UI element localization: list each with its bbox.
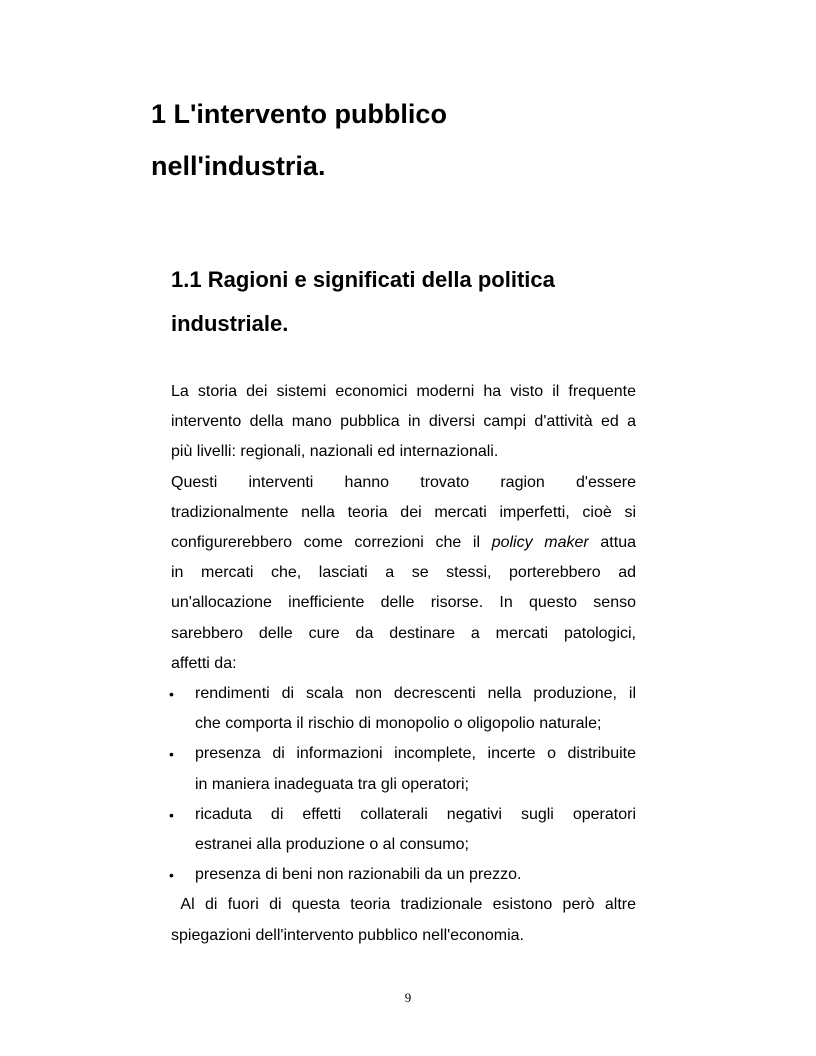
paragraph-2-line-5: un'allocazione inefficiente delle risorse. In questo senso xyxy=(171,594,636,612)
list-item-line-1: presenza di beni non razionabili da un prezzo. xyxy=(195,866,522,884)
list-item-line-1: rendimenti di scala non decrescenti nella produzione, il xyxy=(195,685,636,703)
list-item xyxy=(171,860,636,890)
paragraph-2 xyxy=(171,468,636,679)
list-item-line-2: in maniera inadeguata tra gli operatori; xyxy=(195,775,469,793)
paragraph-1-line-2: intervento della mano pubblica in diversi campi d'attività ed a xyxy=(171,413,636,431)
list-item-line-2: che comporta il rischio di monopolio o oligopolio naturale; xyxy=(195,715,602,733)
list-item-line-1: ricaduta di effetti collaterali negativi sugli operatori xyxy=(195,805,636,823)
body-text xyxy=(171,377,636,951)
paragraph-2-line-6: sarebbero delle cure da destinare a mercati patologici, xyxy=(171,624,636,642)
section-title-line-1: 1.1 Ragioni e significati della politica xyxy=(171,267,555,292)
list-item xyxy=(171,800,636,860)
paragraph-1-line-3: più livelli: regionali, nazionali ed internazionali. xyxy=(171,443,499,461)
paragraph-2-line-7: affetti da: xyxy=(171,654,237,672)
chapter-title xyxy=(151,88,711,192)
list-item xyxy=(171,739,636,799)
page-number: 9 xyxy=(404,990,412,1005)
paragraph-2-line-4: in mercati che, lasciati a se stessi, porterebbero ad xyxy=(171,564,636,582)
section-title xyxy=(171,258,691,346)
section-title-line-2: industriale. xyxy=(171,311,289,336)
bullet-icon: • xyxy=(169,867,174,884)
paragraph-2-line-3-start: configurerebbero come correzioni che il xyxy=(171,534,492,552)
paragraph-1 xyxy=(171,377,636,468)
bullet-icon: • xyxy=(169,806,174,823)
paragraph-2-line-2: tradizionalmente nella teoria dei mercati imperfetti, cioè si xyxy=(171,503,636,521)
paragraph-2-line-1: Questi interventi hanno trovato ragion d'essere xyxy=(171,473,636,491)
chapter-title-line-1: 1 L'intervento pubblico xyxy=(151,99,447,129)
paragraph-1-line-1: La storia dei sistemi economici moderni ha visto il frequente xyxy=(171,383,636,400)
list-item-line-1: presenza di informazioni incomplete, incerte o distribuite xyxy=(195,745,636,763)
paragraph-3-line-2: spiegazioni dell'intervento pubblico nell'economia. xyxy=(171,926,524,944)
bullet-icon: • xyxy=(169,746,174,763)
policy-maker-term: policy maker xyxy=(491,534,589,552)
paragraph-3-line-1: Al di fuori di questa teoria tradizionale esistono però altre xyxy=(171,896,636,914)
bullet-icon: • xyxy=(169,686,174,703)
list-item xyxy=(171,679,636,739)
bullet-list xyxy=(171,679,636,890)
paragraph-3 xyxy=(171,890,636,950)
paragraph-2-line-3 xyxy=(171,528,636,558)
list-item-line-2: estranei alla produzione o al consumo; xyxy=(195,836,469,854)
paragraph-2-line-3-end: attua xyxy=(588,534,636,552)
chapter-title-line-2: nell'industria. xyxy=(151,151,326,181)
